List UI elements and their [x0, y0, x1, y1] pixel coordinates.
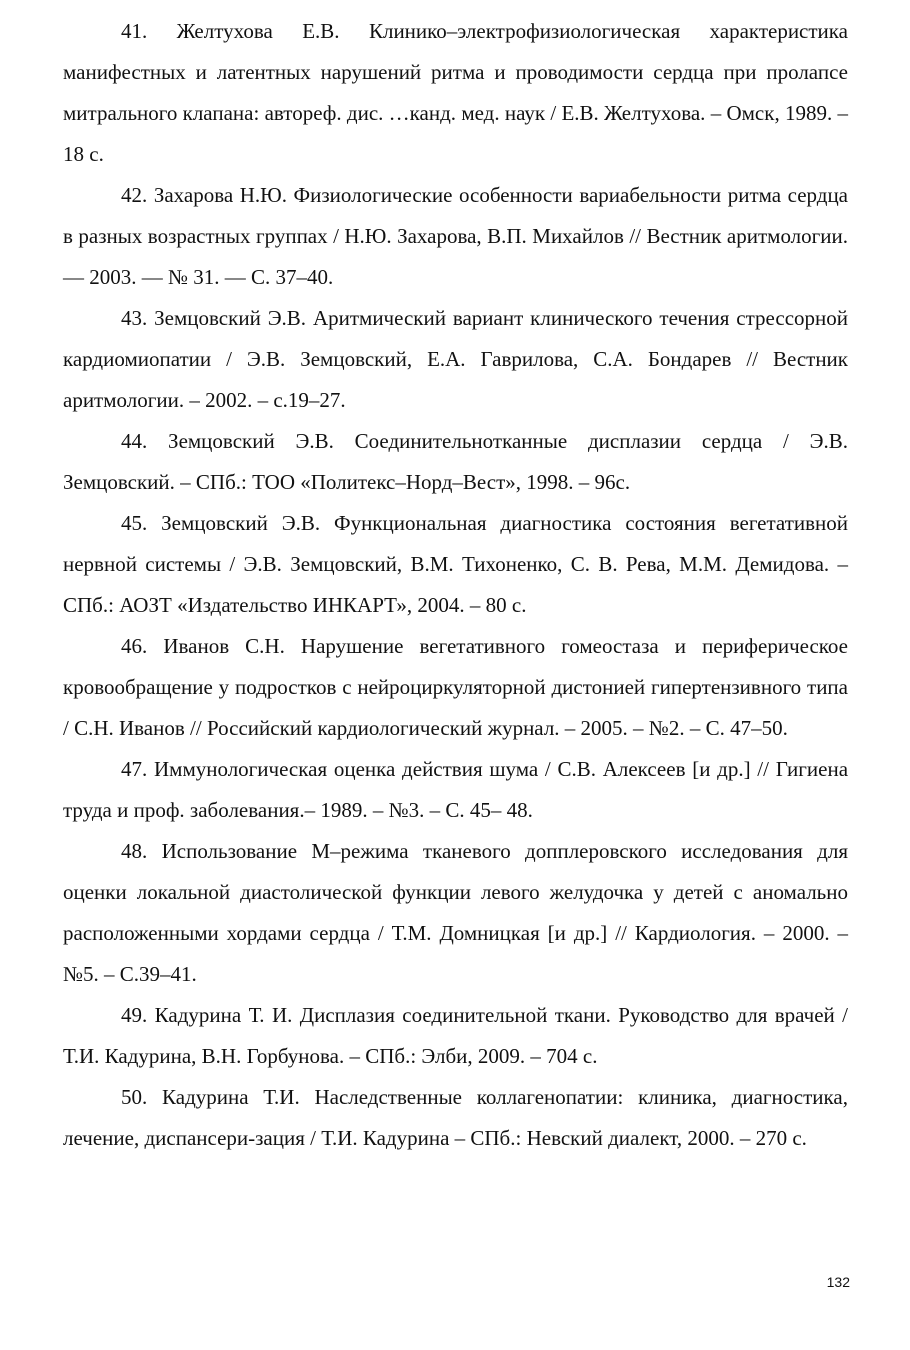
page-number: 132 [826, 1274, 850, 1290]
reference-text: Земцовский Э.В. Соединительнотканные дисплазии сердца / Э.В. Земцовский. – СПб.: ТОО «Политекс–Норд–Вест», 1998. – 96с. [63, 429, 848, 494]
reference-item-43 [63, 298, 848, 421]
reference-item-47 [63, 749, 848, 831]
reference-number: 41. [121, 19, 148, 43]
reference-text: Земцовский Э.В. Аритмический вариант клинического течения стрессорной кардиомиопатии / Э.В. Земцовский, Е.А. Гаврилова, С.А. Бондарев // Вестник аритмологии. – 2002. – с.19–27. [63, 306, 848, 412]
reference-text: Кадурина Т.И. Наследственные коллагенопатии: клиника, диагностика, лечение, диспансери-зация / Т.И. Кадурина – СПб.: Невский диалект, 2000. – 270 с. [63, 1085, 848, 1150]
reference-text: Желтухова Е.В. Клинико–электрофизиологическая характеристика манифестных и латентных нарушений ритма и проводимости сердца при пролапсе митрального клапана: автореф. дис. …канд. мед. наук / Е.В. Желтухова. – Омск, 1989. – 18 с. [63, 19, 848, 166]
reference-number: 49. [121, 1003, 148, 1027]
reference-text: Иммунологическая оценка действия шума / С.В. Алексеев [и др.] // Гигиена труда и проф. заболевания.– 1989. – №3. – С. 45– 48. [63, 757, 849, 822]
reference-number: 44. [121, 429, 148, 453]
reference-item-49 [63, 995, 848, 1077]
reference-number: 42. [121, 183, 148, 207]
reference-item-41 [63, 11, 848, 175]
reference-number: 43. [121, 306, 148, 330]
reference-text: Использование М–режима тканевого допплеровского исследования для оценки локальной диастолической функции левого желудочка у детей с аномально расположенными хордами сердца / Т.М. Домницкая [и др.] // Кардиология. – 2000. –№5. – С.39–41. [63, 839, 848, 986]
reference-number: 46. [121, 634, 148, 658]
reference-number: 45. [121, 511, 148, 535]
reference-item-46 [63, 626, 848, 749]
reference-item-44 [63, 421, 848, 503]
reference-number: 50. [121, 1085, 148, 1109]
reference-text: Иванов С.Н. Нарушение вегетативного гомеостаза и периферическое кровообращение у подростков с нейроциркуляторной дистонией гипертензивного типа / С.Н. Иванов // Российский кардиологический журнал. – 2005. – №2. – С. 47–50. [63, 634, 849, 740]
reference-text: Земцовский Э.В. Функциональная диагностика состояния вегетативной нервной системы / Э.В. Земцовский, В.М. Тихоненко, С. В. Рева, М.М. Демидова. – СПб.: АОЗТ «Издательство ИНКАРТ», 2004. – 80 с. [63, 511, 849, 617]
reference-number: 48. [121, 839, 148, 863]
reference-item-50 [63, 1077, 848, 1159]
reference-item-45 [63, 503, 848, 626]
reference-text: Захарова Н.Ю. Физиологические особенности вариабельности ритма сердца в разных возрастных группах / Н.Ю. Захарова, В.П. Михайлов // Вестник аритмологии. — 2003. — № 31. — С. 37–40. [63, 183, 849, 289]
reference-list [63, 11, 848, 1159]
reference-number: 47. [121, 757, 148, 781]
reference-item-42 [63, 175, 848, 298]
reference-text: Кадурина Т. И. Дисплазия соединительной ткани. Руководство для врачей / Т.И. Кадурина, В.Н. Горбунова. – СПб.: Элби, 2009. – 704 с. [63, 1003, 849, 1068]
reference-item-48 [63, 831, 848, 995]
